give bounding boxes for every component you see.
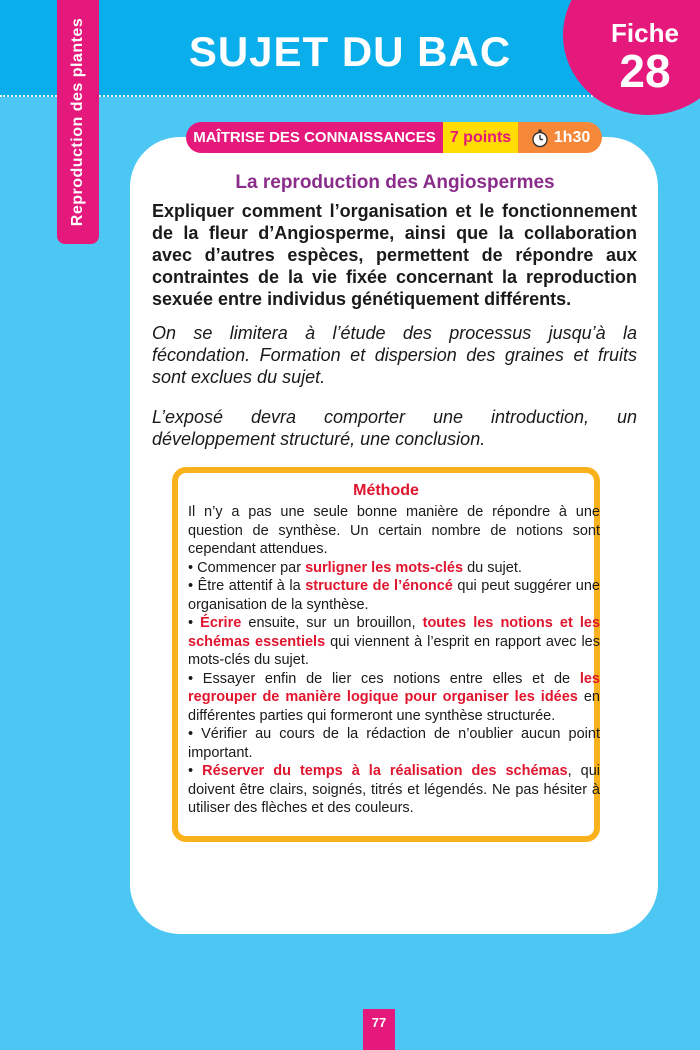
- methode-bullet-6: • Réserver du temps à la réalisation des schémas, qui doivent être clairs, soignés, titrés et légendés. Ne pas hésiter à utiliser des flèches et des couleurs.: [188, 763, 600, 816]
- subject-limit: On se limitera à l’étude des processus jusqu’à la fécondation. Formation et dispersion des graines et fruits sont exclues du sujet.: [152, 323, 637, 387]
- stopwatch-icon: [530, 128, 550, 148]
- page-number: 77: [371, 1015, 387, 1030]
- methode-bullet-4: • Essayer enfin de lier ces notions entre elles et de les regrouper de manière logique pour organiser les idées en différentes parties qui formeront une synthèse structurée.: [188, 670, 600, 724]
- page-title: SUJET DU BAC: [188, 28, 512, 75]
- subject-title: La reproduction des Angiospermes: [235, 172, 555, 193]
- subject-question: Expliquer comment l’organisation et le fonctionnement de la fleur d’Angiosperme, ainsi que la collaboration avec d’autres espèces, permettent de répondre aux contraintes de la vie fixée concernant la reproduction sexuée entre individus génétiquement différents.: [152, 201, 637, 309]
- banner-duration: 1h30: [553, 128, 591, 146]
- subject-structure: L’exposé devra comporter une introduction, un développement structuré, une conclusion.: [152, 407, 637, 449]
- fiche-number: 28: [619, 45, 671, 97]
- methode-bullet-1: • Commencer par surligner les mots-clés du sujet.: [188, 559, 522, 576]
- banner-duration-box: [518, 122, 602, 153]
- methode-bullet-2: • Être attentif à la structure de l’énoncé qui peut suggérer une organisation de la synthèse.: [188, 578, 600, 613]
- methode-body: [188, 503, 600, 818]
- exam-banner: [186, 122, 602, 153]
- methode-bullet-3: • Écrire ensuite, sur un brouillon, toutes les notions et les schémas essentiels qui viennent à l’esprit en rapport avec les mots-clés du sujet.: [188, 615, 601, 668]
- side-tab-label: Reproduction des plantes: [69, 17, 86, 227]
- banner-points: 7 points: [443, 122, 518, 153]
- methode-title: Méthode: [353, 482, 419, 499]
- methode-bullet-5: • Vérifier au cours de la rédaction de n’oublier aucun point important.: [188, 726, 600, 761]
- methode-intro: Il n’y a pas une seule bonne manière de répondre à une question de synthèse. Un certain nombre de notions sont cependant attendues.: [188, 504, 600, 557]
- fiche-label: Fiche: [611, 18, 679, 48]
- side-tab-text: [57, 0, 99, 244]
- banner-category: MAÎTRISE DES CONNAISSANCES: [186, 122, 443, 153]
